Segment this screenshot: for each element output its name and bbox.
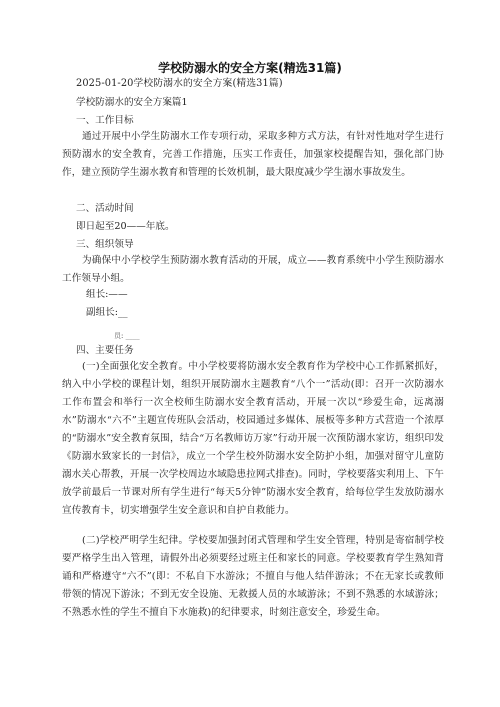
section-heading-goals: 一、工作目标 xyxy=(76,115,134,126)
section-heading-time: 二、活动时间 xyxy=(76,203,134,214)
vice-leader-line: 副组长:__ xyxy=(86,307,128,318)
section-text-goals: 通过开展中小学生防溺水工作专项行动，采取多种方式方法，有针对性地对学生进行预防溺水的安全教育，完善工作措施，压实工作责任，加强家校提醒告知，强化部门协作，建立预防学生溺水教育和管理的长效机制，最大限度减少学生溺水事故发生。 xyxy=(62,131,444,178)
section-text-organization: 为确保中小学校学生预防溺水教育活动的开展，成立——教育系统中小学生预防溺水工作领导小组。 xyxy=(62,255,444,284)
section-heading-tasks: 四、主要任务 xyxy=(76,345,134,356)
section-text-time: 即日起至20——年底。 xyxy=(76,221,175,232)
member-line: 员: ____ xyxy=(114,332,140,340)
leader-line: 组长:—— xyxy=(86,289,128,300)
subtitle: 学校防溺水的安全方案篇1 xyxy=(76,97,188,108)
task-1-text: (一)全面强化安全教育。中小学校要将防溺水安全教育作为学校中心工作抓紧抓好，纳入中小学校的课程计划，组织开展防溺水主题教育“八个一”活动(即：召开一次防溺水工作布置会和举行一次全校师生防溺水安全教育活动，开展一次以“珍爱生命，远离溺水”防溺水“六不”主题宣传班队会活动，校园通过多媒体、展板等多种方式营造一个浓厚的“防溺水”安全教育氛围，结合“万名教师访万家”行动开展一次预防溺水家访，组织印发《防溺水致家长的一封信》，成立一个学生校外防溺水安全防护小组，加强对留守儿童防溺水关心帮教，开展一次学校周边水域隐患拉网式排查)。同时，学校要落实利用上、下午放学前最后一节课对所有学生进行“每天5分钟”防溺水安全教育，给每位学生发放防溺水宣传教育卡，切实增强学生安全意识和自护自救能力。 xyxy=(62,361,444,516)
section-heading-organization: 三、组织领导 xyxy=(76,239,134,250)
document-title: 学校防溺水的安全方案(精选31篇) xyxy=(158,61,342,75)
task-2-text: (二)学校严明学生纪律。学校要加强封闭式管理和学生安全管理，特别是寄宿制学校要严格学生出入管理，请假外出必须要经过班主任和家长的同意。学校要教育学生熟知背诵和严格遵守“六不”(即：不私自下水游泳；不擅自与他人结伴游泳；不在无家长或教师带领的情况下游泳；不到无安全设施、无救援人员的水域游泳；不到不熟悉的水域游泳；不熟悉水性的学生不擅自下水施救)的纪律要求，时刻注意安全，珍爱生命。 xyxy=(62,535,444,618)
date-line: 2025-01-20学校防溺水的安全方案(精选31篇) xyxy=(76,78,283,89)
